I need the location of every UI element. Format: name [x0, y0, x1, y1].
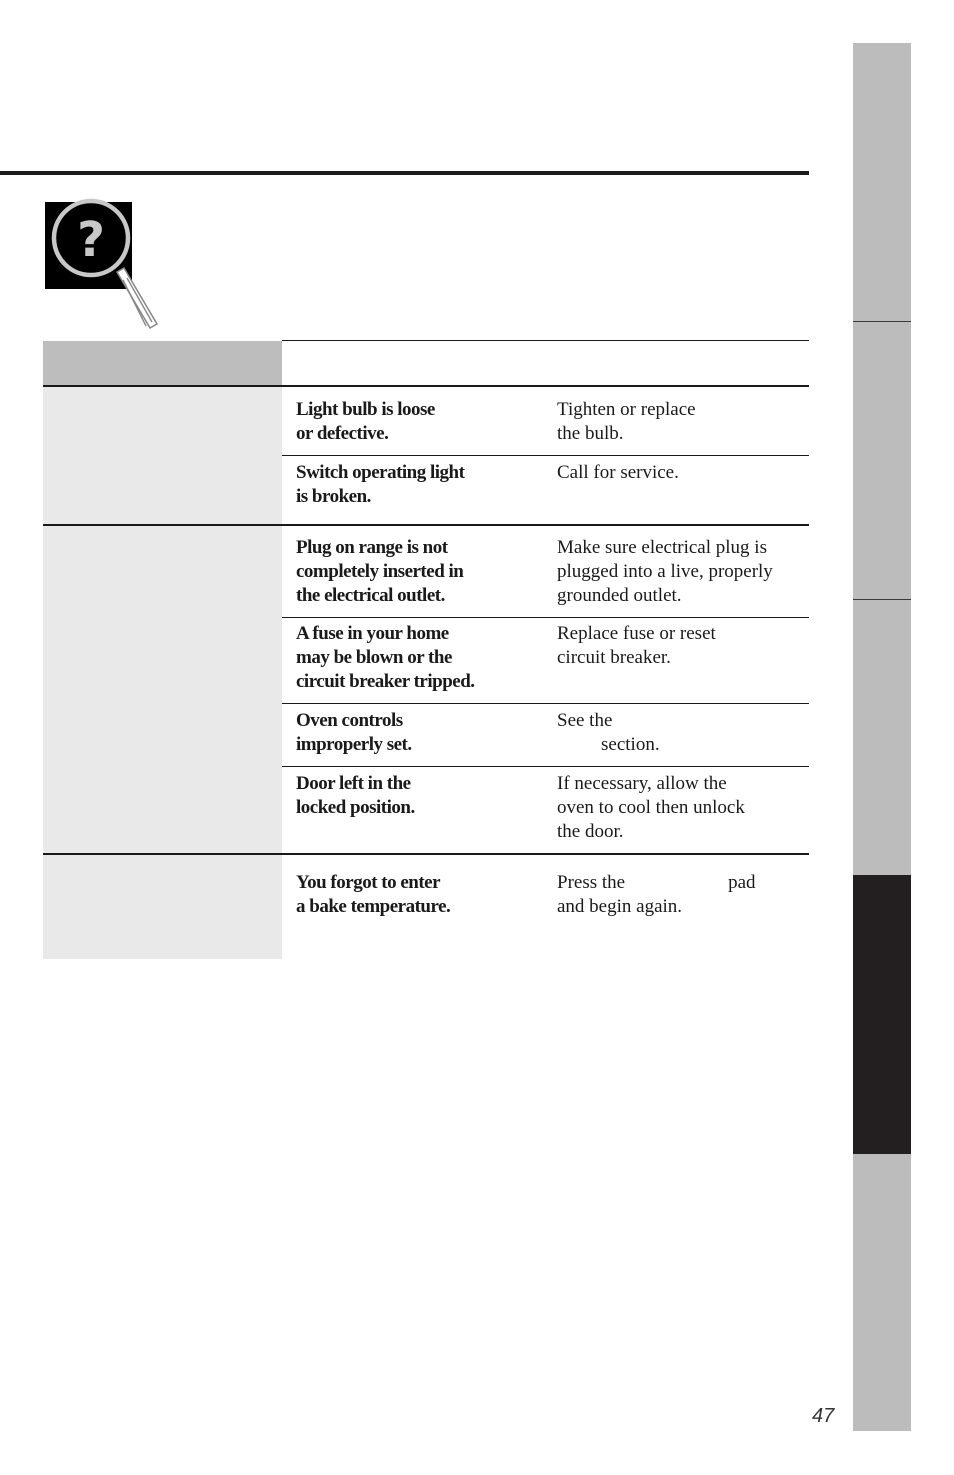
what-to-do: Replace fuse or reset circuit breaker. — [557, 623, 716, 668]
problem-cell-2 — [43, 526, 282, 853]
side-tab-2[interactable] — [853, 322, 911, 599]
what-to-do: See the section. — [557, 710, 660, 755]
svg-text:?: ? — [77, 212, 105, 268]
table-header-problem — [43, 341, 282, 385]
side-tab-3[interactable] — [853, 600, 911, 875]
possible-cause: A fuse in your home may be blown or the circuit breaker tripped. — [296, 623, 475, 692]
what-to-do: If necessary, allow the oven to cool then unlock the door. — [557, 773, 745, 842]
possible-cause: Switch operating light is broken. — [296, 462, 465, 507]
side-tab-1[interactable] — [853, 43, 911, 321]
side-tab-5[interactable] — [853, 1154, 911, 1431]
what-to-do: Make sure electrical plug is plugged into a live, properly grounded outlet. — [557, 537, 773, 606]
problem-cell-1 — [43, 387, 282, 524]
possible-cause: Light bulb is loose or defective. — [296, 399, 435, 444]
row-divider — [282, 617, 809, 618]
possible-cause: Plug on range is not completely inserted in the electrical outlet. — [296, 537, 464, 606]
section-divider — [43, 853, 809, 855]
table-header-rule — [282, 340, 809, 341]
possible-cause: Door left in the locked position. — [296, 773, 415, 818]
question-magnifier-icon — [45, 198, 163, 332]
page-number: 47 — [812, 1405, 835, 1427]
side-tabs — [853, 43, 911, 1431]
what-to-do: Tighten or replace the bulb. — [557, 399, 696, 444]
row-divider — [282, 703, 809, 704]
row-divider — [282, 455, 809, 456]
what-to-do: Call for service. — [557, 462, 679, 483]
problem-cell-3 — [43, 855, 282, 959]
what-to-do: Press the pad and begin again. — [557, 872, 756, 917]
possible-cause: Oven controls improperly set. — [296, 710, 412, 755]
row-divider — [282, 766, 809, 767]
top-rule — [0, 171, 809, 175]
section-divider — [43, 524, 809, 526]
side-tab-4-active[interactable] — [853, 875, 911, 1154]
possible-cause: You forgot to enter a bake temperature. — [296, 872, 451, 917]
